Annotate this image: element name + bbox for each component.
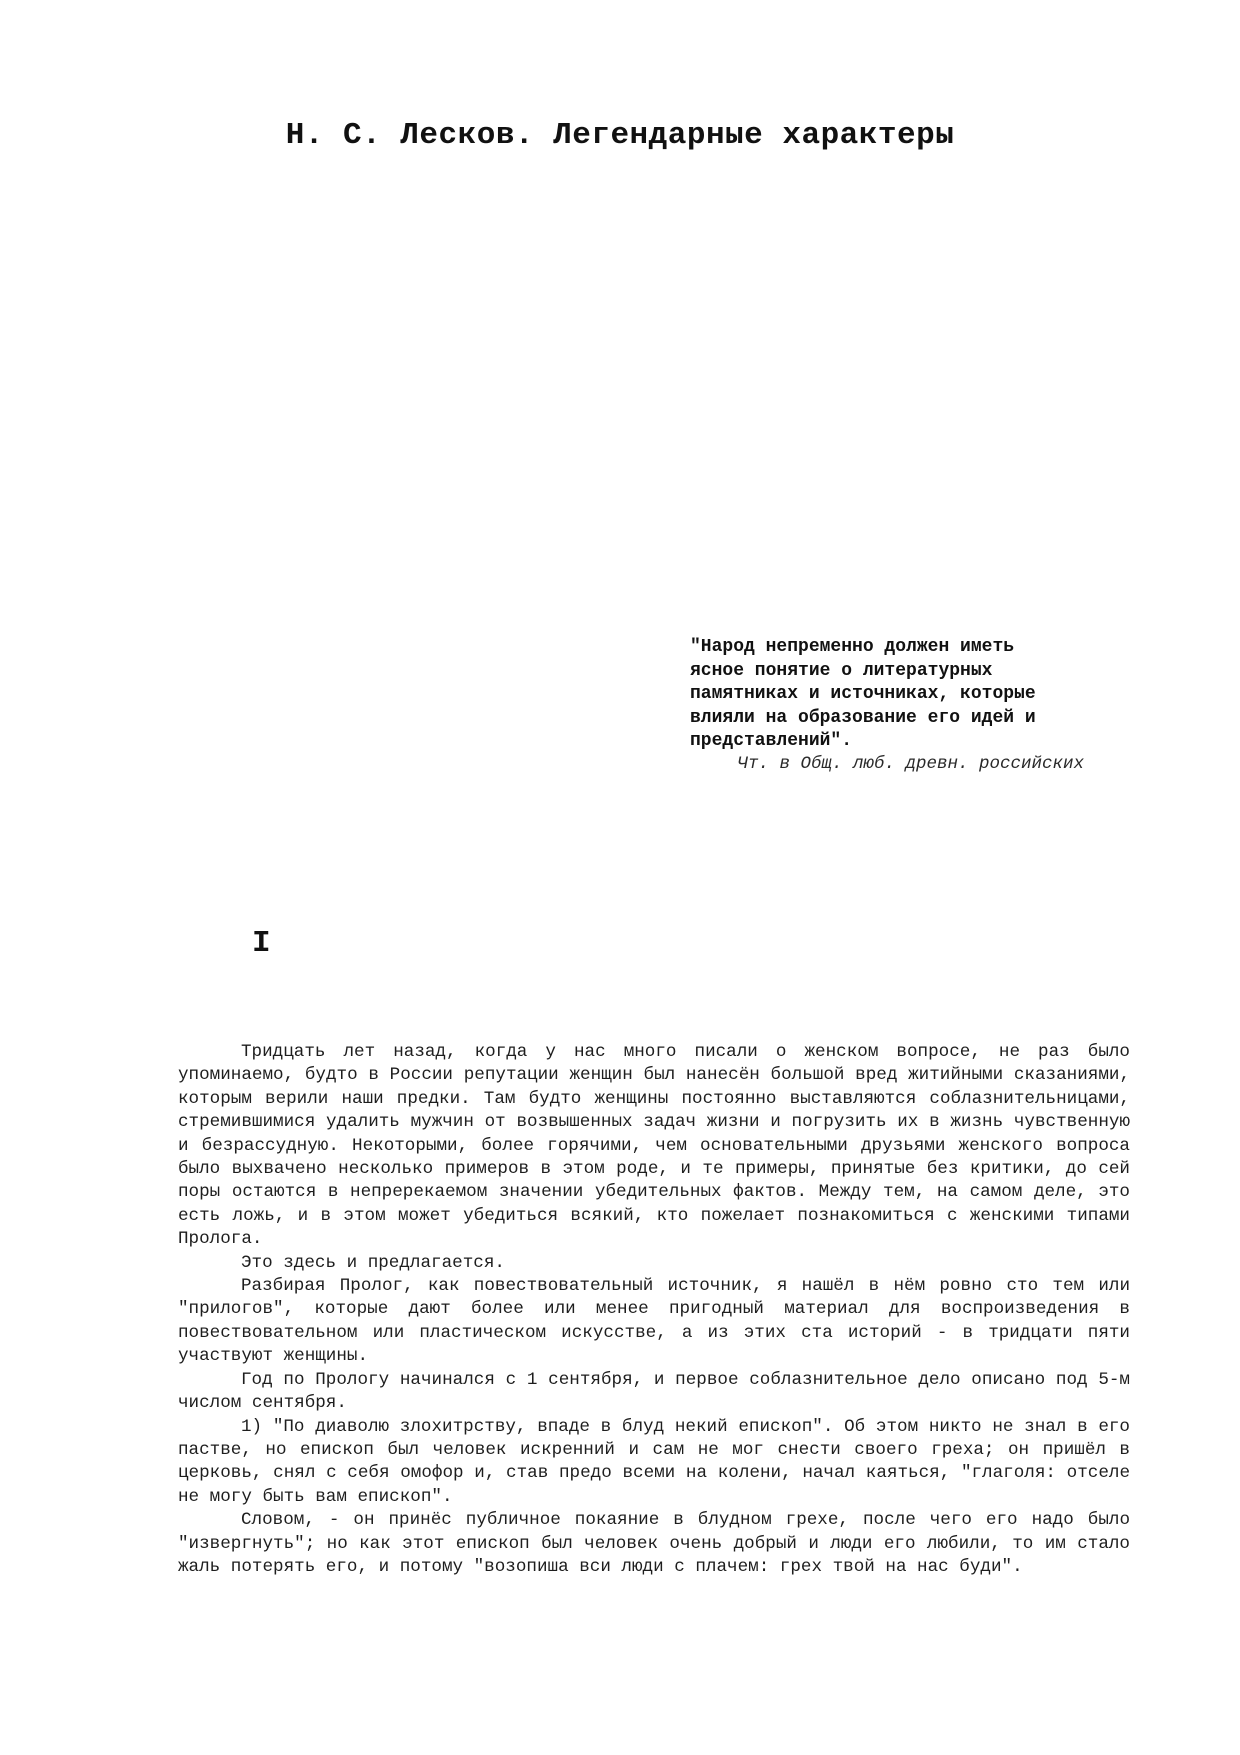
body-text [178,1041,1130,1579]
epigraph-quote: "Народ непременно должен иметь ясное понятие о литературных памятниках и источниках, которые влияли на образование его идей и представлений". [690,637,1036,751]
paragraph: Год по Прологу начинался с 1 сентября, и первое соблазнительное дело описано под 5-м числом сентября. [178,1369,1130,1414]
paragraph: 1) "По диаволю злохитрству, впаде в блуд некий епископ". Об этом никто не знал в его пастве, но епископ был человек искренний и сам не мог снести своего греха; он пришёл в церковь, снял с себя омофор и, став предо всеми на колени, начал каяться, "глаголя: отселе не могу быть вам епископ". [178,1416,1130,1507]
chapter-number: I [252,926,271,961]
paragraph: Это здесь и предлагается. [241,1252,505,1273]
document-title: Н. С. Лесков. Легендарные характеры [285,118,955,153]
epigraph [690,636,1110,774]
paragraph: Разбирая Пролог, как повествовательный источник, я нашёл в нём ровно сто тем или "прилогов", которые дают более или менее пригодный материал для воспроизведения в повествовательном или пластическом искусстве, а из этих ста историй - в тридцати пяти участвуют женщины. [178,1276,1130,1367]
paragraph: Словом, - он принёс публичное покаяние в блудном грехе, после чего его надо было "извергнуть"; но как этот епископ был человек очень добрый и люди его любили, то им стало жаль потерять его, и потому "возопиша вси люди с плачем: грех твой на нас буди". [178,1510,1130,1577]
epigraph-source: Чт. в Общ. люб. древн. российских [737,754,1084,774]
paragraph: Тридцать лет назад, когда у нас много писали о женском вопросе, не раз было упоминаемо, будто в России репутации женщин был нанесён большой вред житийными сказаниями, которым верили наши предки. Там будто женщины постоянно выставляются соблазнительницами, стремившимися удалить мужчин от возвышенных задач жизни и погрузить их в жизнь чувственную и безрассудную. Некоторыми, более горячими, чем основательными друзьями женского вопроса было выхвачено несколько примеров в этом роде, и те примеры, принятые без критики, до сей поры остаются в непререкаемом значении убедительных фактов. Между тем, на самом деле, это есть ложь, и в этом может убедиться всякий, кто пожелает познакомиться с женскими типами Пролога. [178,1042,1130,1250]
